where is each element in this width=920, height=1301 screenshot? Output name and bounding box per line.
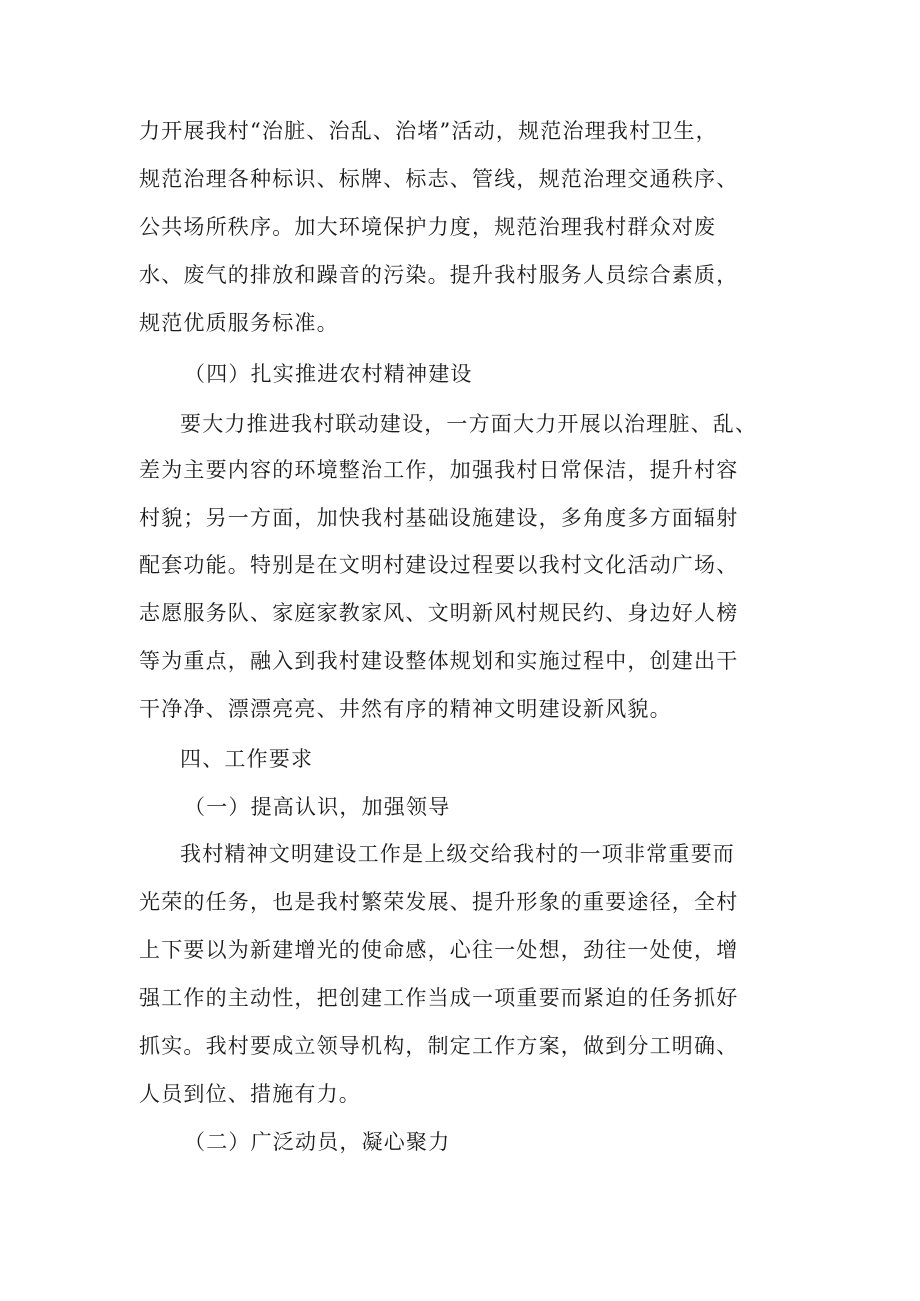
body-text-line: 干净净、漂漂亮亮、井然有序的精神文明建设新风貌。 (139, 697, 672, 721)
body-text-line: 我村精神文明建设工作是上级交给我村的一项非常重要而 (180, 842, 735, 866)
subsection-heading: （一）提高认识，加强领导 (184, 795, 451, 819)
subsection-heading: （二）广泛动员，凝心聚力 (184, 1130, 451, 1154)
body-text-line: 强工作的主动性，把创建工作当成一项重要而紧迫的任务抓好 (139, 986, 739, 1010)
subsection-heading: （四）扎实推进农村精神建设 (184, 362, 473, 386)
body-text-line: 配套功能。特别是在文明村建设过程要以我村文化活动广场、 (139, 553, 739, 577)
body-text-line: 要大力推进我村联动建设，一方面大力开展以治理脏、乱、 (180, 412, 758, 436)
body-text-line: 规范优质服务标准。 (139, 311, 339, 335)
body-text-line: 人员到位、措施有力。 (139, 1082, 361, 1106)
body-text-line: 抓实。我村要成立领导机构，制定工作方案，做到分工明确、 (139, 1034, 739, 1058)
body-text-line: 志愿服务队、家庭家教家风、文明新风村规民约、身边好人榜 (139, 601, 739, 625)
body-text-line: 光荣的任务，也是我村繁荣发展、提升形象的重要途径，全村 (139, 890, 739, 914)
body-text-line: 力开展我村“治脏、治乱、治堵”活动，规范治理我村卫生， (139, 119, 718, 143)
body-text-line: 公共场所秩序。加大环境保护力度，规范治理我村群众对废 (139, 215, 717, 239)
body-text-line: 规范治理各种标识、标牌、标志、管线，规范治理交通秩序、 (139, 167, 739, 191)
body-text-line: 差为主要内容的环境整治工作，加强我村日常保洁，提升村容 (139, 458, 739, 482)
body-text-line: 上下要以为新建增光的使命感，心往一处想，劲往一处使，增 (139, 938, 739, 962)
section-heading: 四、工作要求 (180, 747, 314, 771)
body-text-line: 村貌；另一方面，加快我村基础设施建设，多角度多方面辐射 (139, 506, 739, 530)
body-text-line: 等为重点，融入到我村建设整体规划和实施过程中，创建出干 (139, 649, 739, 673)
body-text-line: 水、废气的排放和躁音的污染。提升我村服务人员综合素质， (139, 263, 739, 287)
